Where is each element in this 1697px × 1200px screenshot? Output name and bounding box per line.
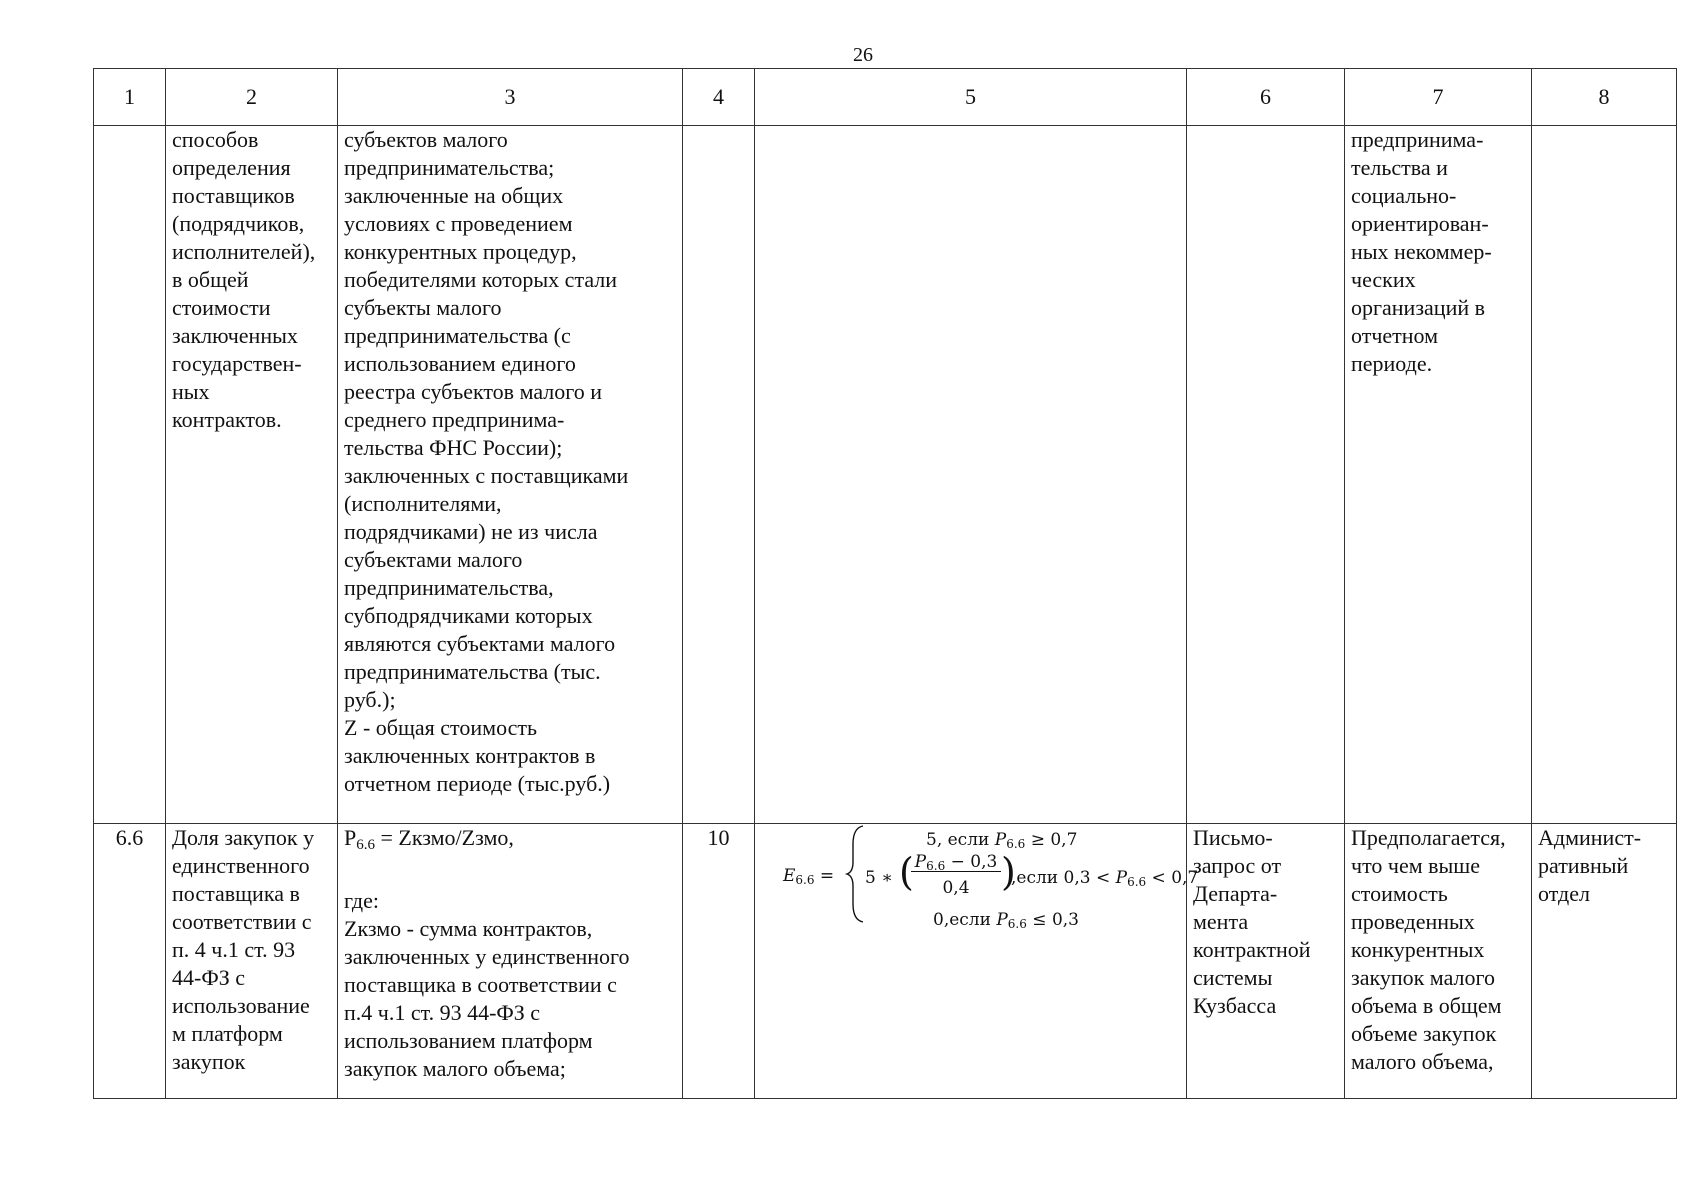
- formula-case-1: 5, если $P_{6.6} \ge 0,7$: [926, 830, 1078, 851]
- table-row-6-6: [94, 824, 1677, 1099]
- table-header-row: [94, 69, 1677, 126]
- brace-icon: [845, 824, 867, 924]
- header-cell-1: 1: [94, 69, 166, 126]
- cell-number: [94, 126, 166, 824]
- header-cell-4: 4: [683, 69, 755, 126]
- header-cell-8: 8: [1532, 69, 1677, 126]
- indicators-table: [93, 68, 1677, 1099]
- formula-lhs: $E_{6.6}$ =: [783, 866, 835, 887]
- calculation-formula: $P_{6.6}$ = Zкзмо/Zзмо,: [344, 825, 514, 853]
- cell-calculation: субъектов малого предпринимательства; заключенные на общих условиях с проведением конкурентных процедур, победителями которых стали субъекты малого предпринимательства (с использованием единого реестра субъектов малого и среднего предпринима- тельства ФНС России); заключенных с поставщиками (исполнителями, подрядчиками) не из числа субъектами малого предпринимательства, субподрядчиками которых являются субъектами малого предпринимательства (тыс. руб.); Z - общая стоимость заключенных контрактов в отчетном периоде (тыс.руб.): [338, 126, 683, 824]
- cell-calculation: [338, 824, 683, 1099]
- cell-indicator-name: способов определения поставщиков (подрядчиков, исполнителей), в общей стоимости заключенных государствен- ных контрактов.: [166, 126, 338, 824]
- header-cell-2: 2: [166, 69, 338, 126]
- close-paren-icon: ): [1001, 850, 1016, 894]
- cell-source: [1187, 126, 1345, 824]
- calculation-legend: где: Zкзмо - сумма контрактов, заключенных у единственного поставщика в соответствии с п.4 ч.1 ст. 93 44-ФЗ с использованием платформ закупок малого объема;: [344, 888, 630, 1081]
- table-row-continuation: [94, 126, 1677, 824]
- scoring-formula: $E_{6.6}$ = 5, если $P_{6.6} \ge 0,7$ 5 ∗ ( $P_{6.6} - 0,3$ 0,4 ) ,если $0,3 < P_{6.6} < 0,7$ 0,если $P_{6.6} \le 0,3$: [761, 824, 1180, 934]
- fraction-denominator: 0,4: [942, 878, 970, 898]
- cell-weight: [683, 126, 755, 824]
- cell-interpretation: предпринима- тельства и социально- ориентирован- ных некоммер- ческих организаций в отчетном периоде.: [1345, 126, 1532, 824]
- cell-weight: 10: [683, 824, 755, 1099]
- header-cell-7: 7: [1345, 69, 1532, 126]
- cell-interpretation: Предполагается, что чем выше стоимость проведенных конкурентных закупок малого объема в общем объеме закупок малого объема,: [1345, 824, 1532, 1099]
- cell-number: 6.6: [94, 824, 166, 1099]
- fraction-bar: [911, 871, 1001, 872]
- fraction-numerator: $P_{6.6} - 0,3$: [914, 852, 998, 873]
- formula-case-3: 0,если $P_{6.6} \le 0,3$: [933, 910, 1079, 931]
- cell-scoring: [755, 126, 1187, 824]
- cell-source: Письмо- запрос от Департа- мента контрактной системы Кузбасса: [1187, 824, 1345, 1099]
- header-cell-5: 5: [755, 69, 1187, 126]
- cell-scoring: [755, 824, 1199, 1099]
- header-cell-6: 6: [1187, 69, 1345, 126]
- cell-responsible: Админист- ративный отдел: [1532, 824, 1677, 1099]
- cell-indicator-name: Доля закупок у единственного поставщика в соответствии с п. 4 ч.1 ст. 93 44-ФЗ с использование м платформ закупок: [166, 824, 338, 1099]
- cell-responsible: [1532, 126, 1677, 824]
- page-number: 26: [853, 44, 873, 66]
- header-cell-3: 3: [338, 69, 683, 126]
- open-paren-icon: (: [899, 850, 914, 894]
